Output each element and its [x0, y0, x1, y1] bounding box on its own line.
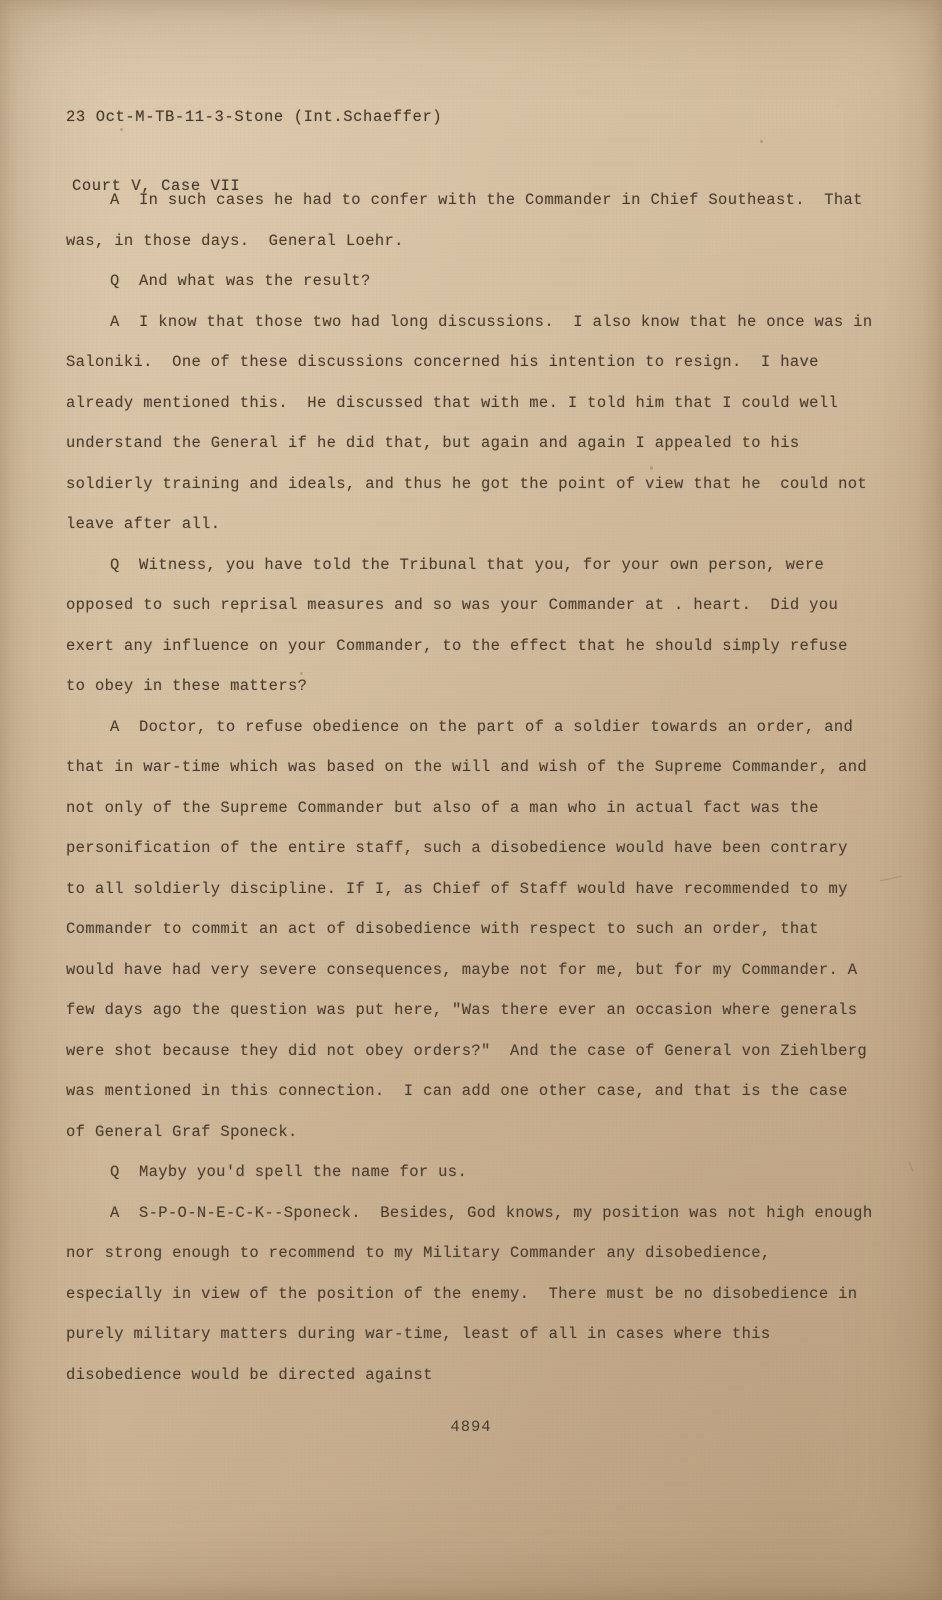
paper-scratch: [880, 876, 902, 882]
header-line-transcript-id: 23 Oct-M-TB-11-3-Stone (Int.Schaeffer): [66, 108, 443, 126]
transcript-paragraph: A Doctor, to refuse obedience on the part of a soldier towards an order, and that in war-time which was based on the will and wish of the Supreme Commander, and not only of the Supreme Commander but also of a man who in actual fact was the personification of the entire staff, such a disobedience would have been contrary to all soldierly discipline. If I, as Chief of Staff would have recommended to my Commander to commit an act of disobedience with respect to such an order, that would have had very severe consequences, maybe not for me, but for my Commander. A few days ago the question was put here, "Was there ever an occasion where generals were shot because they did not obey orders?" And the case of General von Ziehlberg was mentioned in this connection. I can add one other case, and that is the case of General Graf Sponeck.: [66, 717, 877, 1141]
page-number: 4894: [450, 1418, 492, 1436]
transcript-body: [66, 180, 883, 1395]
transcript-paragraph: Q Mayby you'd spell the name for us.: [110, 1163, 468, 1181]
transcript-paragraph: Q Witness, you have told the Tribunal that you, for your own person, were opposed to such reprisal measures and so was your Commander at . heart. Did you exert any influence on your Commander, to the effect that he should simply refuse to obey in these matters?: [66, 555, 858, 695]
transcript-paragraph: A I know that those two had long discussions. I also know that he once was in Saloniki. One of these discussions concerned his intention to resign. I have already mentioned this. He discussed that with me. I told him that I could well understand the General if he did that, but again and again I appealed to his soldierly training and ideals, and thus he got the point of view that he could not leave after all.: [66, 312, 883, 533]
paper-scratch: [909, 1162, 913, 1172]
paper-speck: [760, 140, 763, 143]
transcript-paragraph: Q And what was the result?: [110, 272, 371, 290]
header-line-court-case: Court V, Case VII: [72, 177, 241, 195]
transcript-paragraph: A In such cases he had to confer with the Commander in Chief Southeast. That was, in those days. General Loehr.: [66, 191, 873, 250]
transcript-paragraph: A S-P-O-N-E-C-K--Sponeck. Besides, God knows, my position was not high enough nor strong enough to recommend to my Military Commander any disobedience, especially in view of the position of the enemy. There must be no disobedience in purely military matters during war-time, least of all in cases where this disobedience would be directed against: [66, 1203, 883, 1384]
